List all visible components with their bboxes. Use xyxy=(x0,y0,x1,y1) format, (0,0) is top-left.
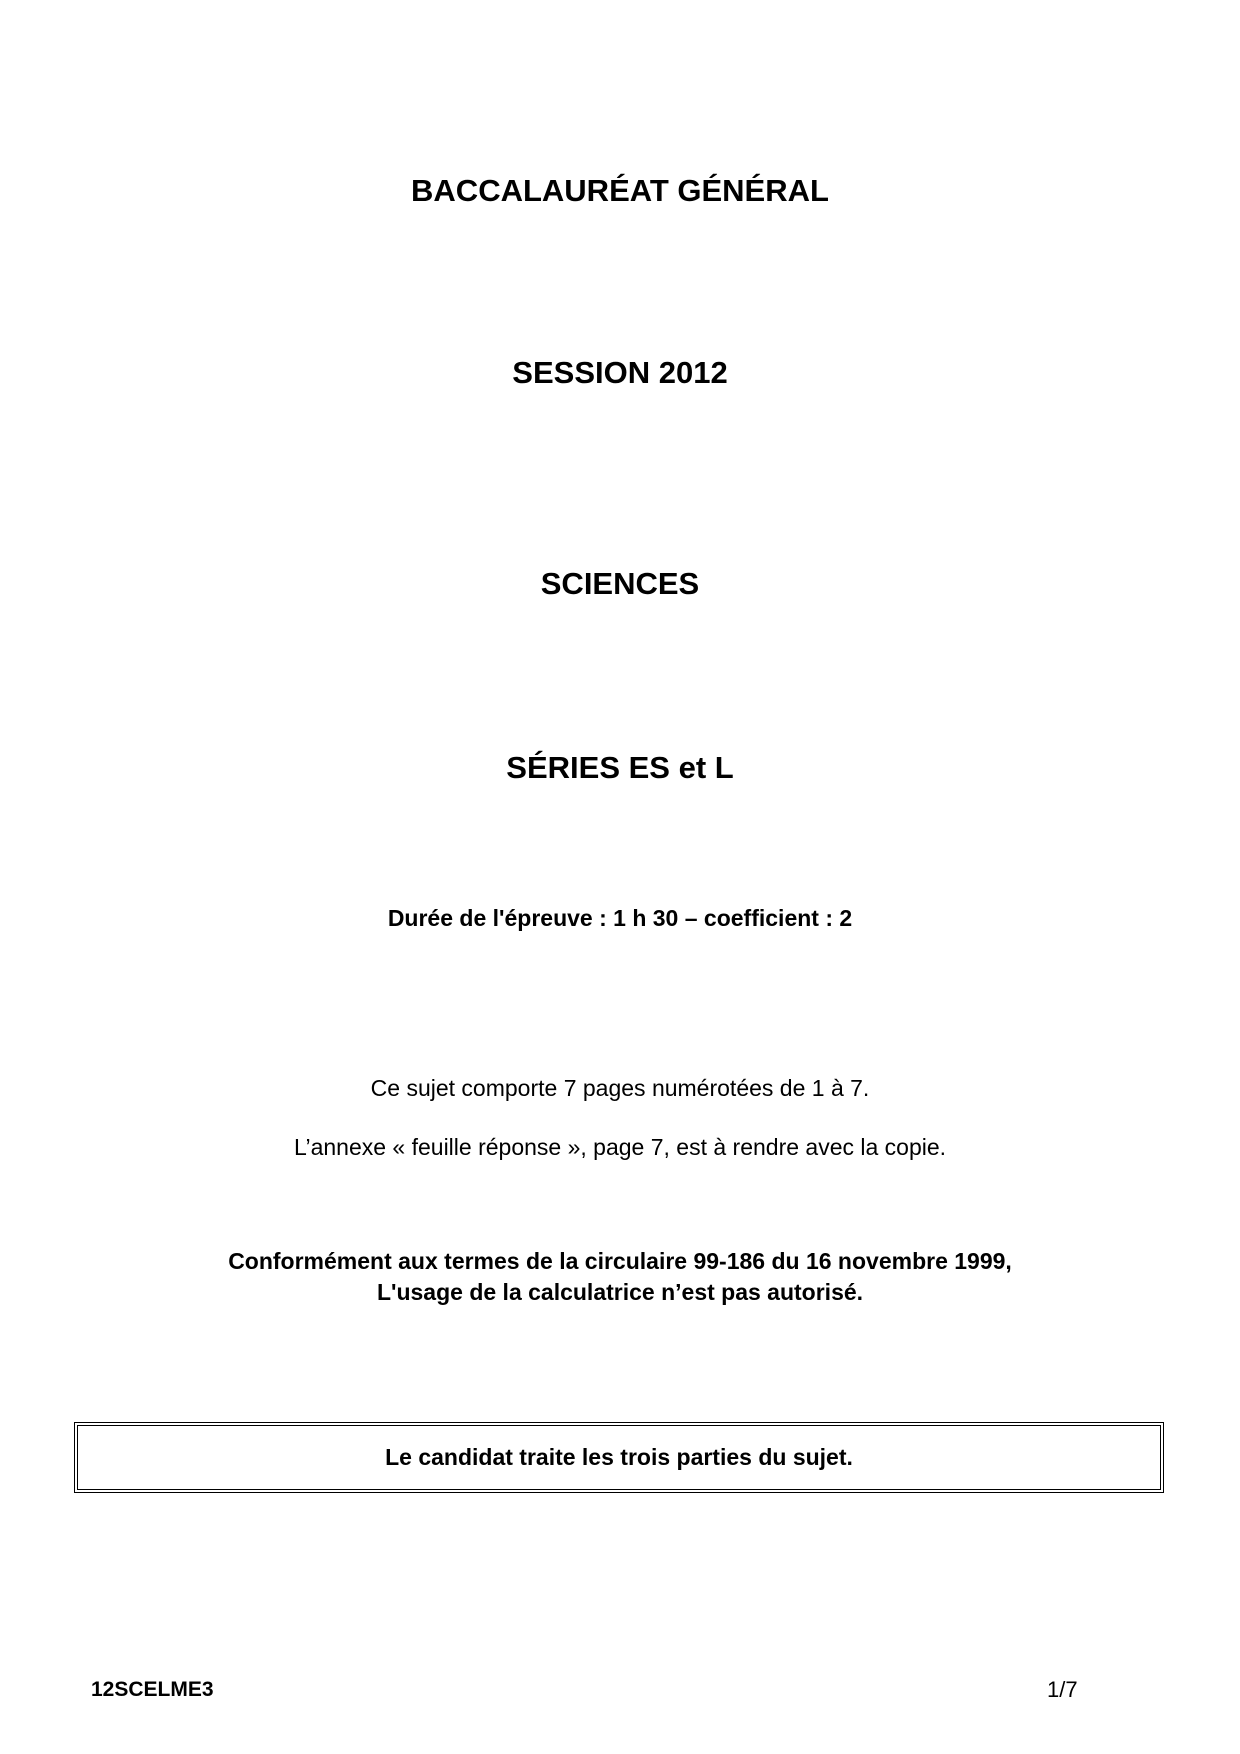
subject-title: SCIENCES xyxy=(540,566,700,601)
session-title: SESSION 2012 xyxy=(512,355,728,390)
subject-code: 12SCELME3 xyxy=(91,1678,214,1701)
instruction-text: Le candidat traite les trois parties du sujet. xyxy=(385,1444,853,1470)
series-title: SÉRIES ES et L xyxy=(506,750,734,785)
calculator-notice-line2: L'usage de la calculatrice n’est pas autorisé. xyxy=(376,1279,864,1305)
exam-title: BACCALAURÉAT GÉNÉRAL xyxy=(411,173,829,208)
annex-info: L’annexe « feuille réponse », page 7, est à rendre avec la copie. xyxy=(293,1134,947,1160)
page-count-info: Ce sujet comporte 7 pages numérotées de 1 à 7. xyxy=(370,1075,870,1101)
calculator-notice-line1: Conformément aux termes de la circulaire 99-186 du 16 novembre 1999, xyxy=(228,1248,1012,1274)
page-number: 1/7 xyxy=(1047,1677,1078,1702)
exam-duration: Durée de l'épreuve : 1 h 30 – coefficient : 2 xyxy=(387,905,853,931)
instruction-box xyxy=(74,1422,1164,1493)
